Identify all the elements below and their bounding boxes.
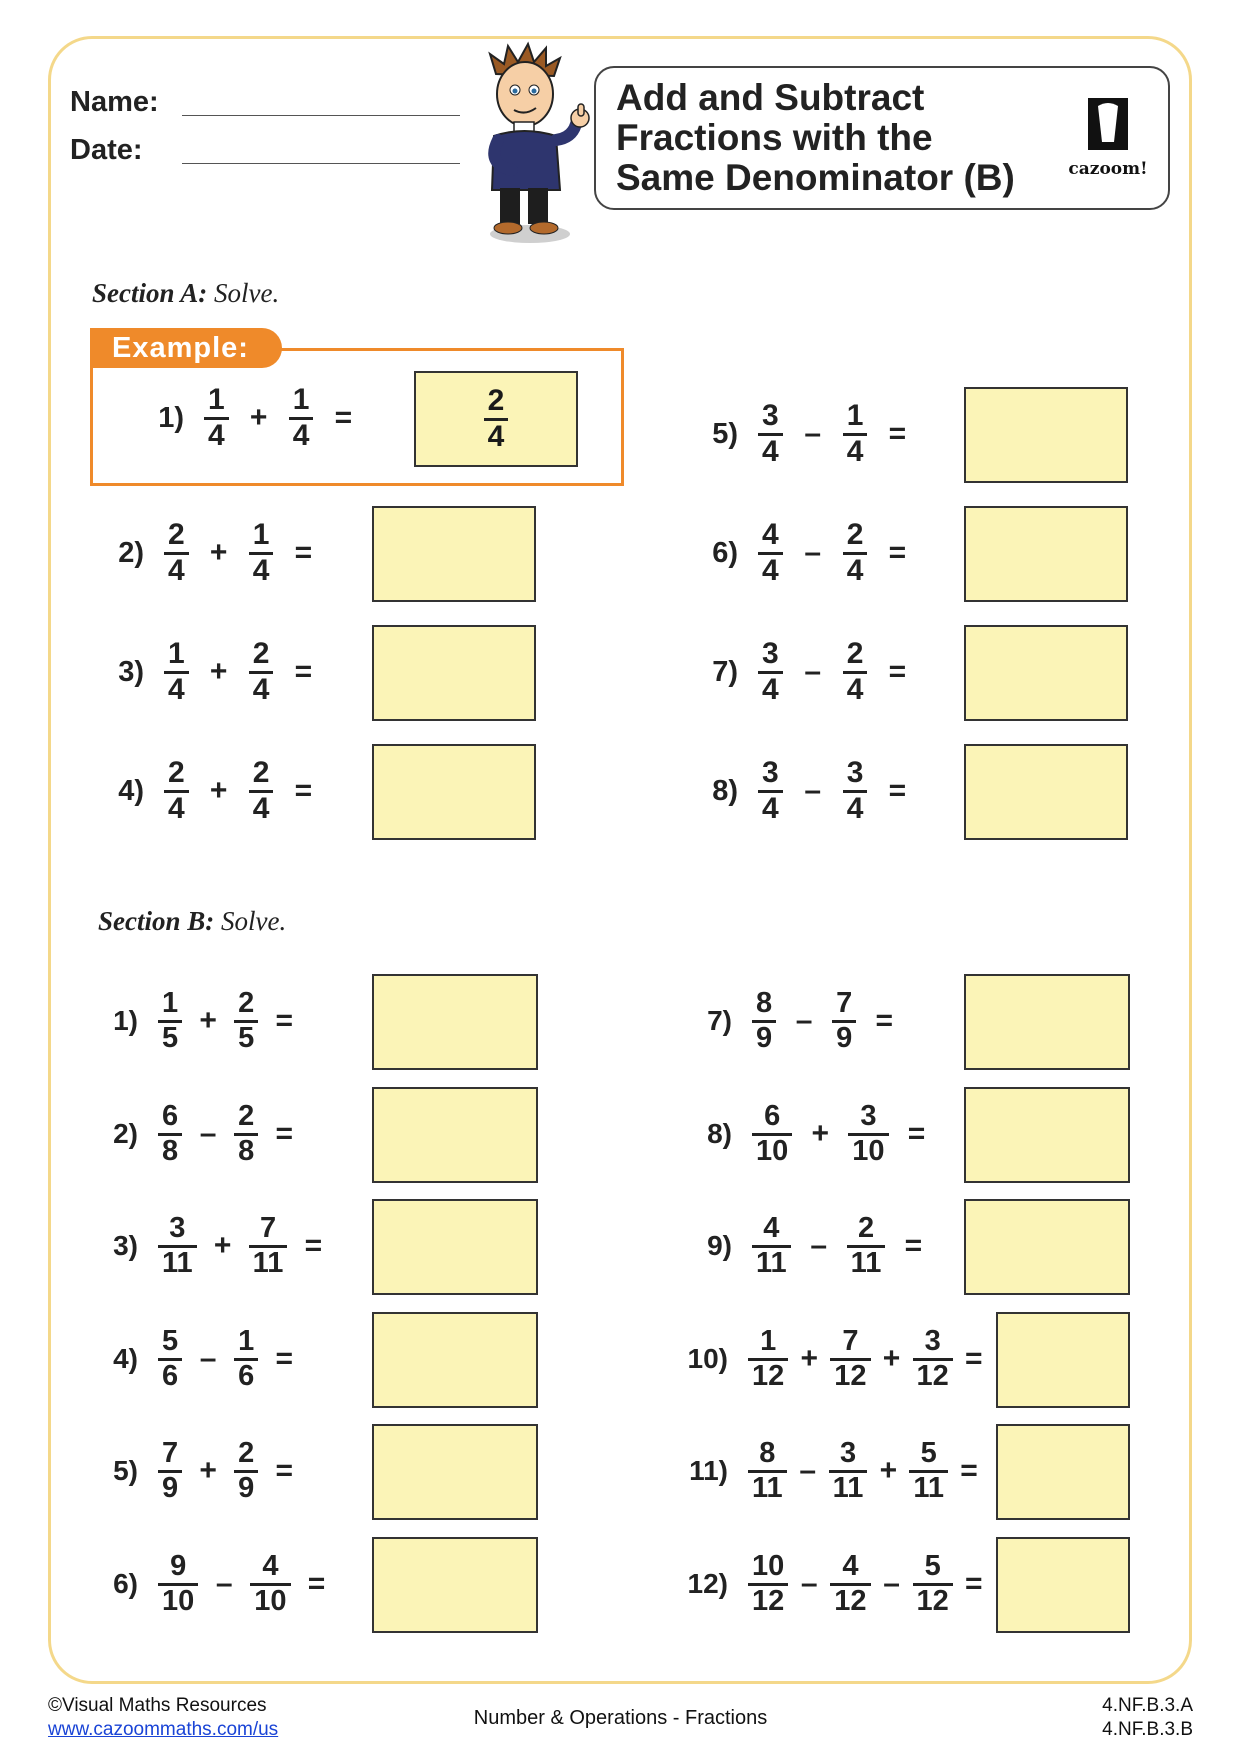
problem xyxy=(666,632,921,712)
fraction xyxy=(913,1326,953,1392)
denominator: 12 xyxy=(916,1359,949,1392)
fraction xyxy=(758,757,783,825)
numerator: 1 xyxy=(238,1325,255,1358)
denominator: 4 xyxy=(846,553,864,587)
denominator: 4 xyxy=(487,419,505,453)
title-box xyxy=(594,66,1170,210)
equals-sign: = xyxy=(294,655,313,688)
problem-number: 6) xyxy=(712,536,738,569)
denominator: 11 xyxy=(913,1471,945,1504)
fraction xyxy=(832,988,856,1054)
fraction xyxy=(484,385,509,453)
answer-box[interactable] xyxy=(996,1424,1130,1520)
denominator: 11 xyxy=(832,1471,864,1504)
fraction xyxy=(748,1438,787,1504)
fraction xyxy=(752,988,776,1054)
numerator: 6 xyxy=(162,1100,179,1133)
problem-number: 4) xyxy=(113,1343,138,1374)
denominator: 4 xyxy=(846,791,864,825)
operator: + xyxy=(209,655,228,688)
numerator: 2 xyxy=(252,637,270,671)
problem-number: 2) xyxy=(113,1118,138,1149)
answer-box[interactable] xyxy=(996,1312,1130,1408)
problem-number: 6) xyxy=(113,1568,138,1599)
denominator: 5 xyxy=(238,1021,255,1054)
denominator: 4 xyxy=(168,672,185,706)
answer-box[interactable] xyxy=(372,1424,538,1520)
fraction xyxy=(913,1551,953,1617)
fraction xyxy=(752,1101,792,1167)
fraction xyxy=(234,1101,258,1167)
name-field[interactable] xyxy=(182,115,460,116)
denominator: 10 xyxy=(254,1584,287,1617)
problem-number: 3) xyxy=(113,1230,138,1261)
equals-sign: = xyxy=(888,774,907,807)
numerator: 2 xyxy=(487,384,505,418)
denominator: 11 xyxy=(850,1246,882,1279)
problem-number: 5) xyxy=(113,1455,138,1486)
numerator: 2 xyxy=(857,1212,875,1245)
answer-box[interactable] xyxy=(372,1312,538,1408)
denominator: 12 xyxy=(834,1359,867,1392)
fraction xyxy=(848,1101,888,1167)
denominator: 6 xyxy=(162,1359,179,1392)
denominator: 6 xyxy=(238,1359,255,1392)
problem xyxy=(650,1319,989,1399)
name-label: Name: xyxy=(70,86,159,118)
fraction xyxy=(234,1438,258,1504)
problem-number: 9) xyxy=(707,1230,732,1261)
answer-box[interactable] xyxy=(414,371,578,467)
problem xyxy=(72,632,327,712)
numerator: 9 xyxy=(170,1550,187,1583)
title-line: Same Denominator (B) xyxy=(616,157,1015,198)
denominator: 12 xyxy=(834,1584,867,1617)
operator: + xyxy=(879,1454,898,1487)
equals-sign: = xyxy=(294,536,313,569)
equals-sign: = xyxy=(965,1342,983,1375)
standard-code: 4.NF.B.3.B xyxy=(1102,1719,1193,1740)
denominator: 9 xyxy=(162,1471,179,1504)
fraction xyxy=(830,1326,870,1392)
numerator: 2 xyxy=(238,987,255,1020)
fraction xyxy=(843,519,868,587)
fraction xyxy=(158,1551,198,1617)
numerator: 8 xyxy=(759,1437,776,1470)
answer-box[interactable] xyxy=(964,1087,1130,1183)
section-a-label: Section A: xyxy=(92,278,208,308)
denominator: 10 xyxy=(756,1134,789,1167)
numerator: 6 xyxy=(764,1100,781,1133)
numerator: 1 xyxy=(760,1325,777,1358)
title-line: Fractions with the xyxy=(616,117,933,158)
denominator: 9 xyxy=(238,1471,255,1504)
operator: + xyxy=(811,1117,830,1150)
operator: – xyxy=(883,1567,900,1600)
answer-box[interactable] xyxy=(372,974,538,1070)
fraction xyxy=(164,638,189,706)
fraction xyxy=(164,519,189,587)
section-a-title xyxy=(92,278,279,309)
numerator: 1 xyxy=(292,383,310,417)
numerator: 1 xyxy=(846,399,864,433)
problem-number: 3) xyxy=(118,655,144,688)
example-label: Example: xyxy=(90,328,282,368)
denominator: 12 xyxy=(916,1584,949,1617)
operator: – xyxy=(804,774,822,807)
problem xyxy=(72,751,327,831)
equals-sign: = xyxy=(960,1454,978,1487)
problem xyxy=(72,513,327,593)
worksheet-title xyxy=(616,78,1036,198)
denominator: 4 xyxy=(762,672,779,706)
problem-number: 1) xyxy=(158,401,184,434)
numerator: 2 xyxy=(168,756,185,790)
numerator: 5 xyxy=(920,1437,937,1470)
denominator: 11 xyxy=(752,1471,783,1504)
denominator: 11 xyxy=(756,1246,787,1279)
equals-sign: = xyxy=(888,655,907,688)
answer-box[interactable] xyxy=(964,625,1128,721)
numerator: 3 xyxy=(762,399,779,433)
operator: + xyxy=(882,1342,901,1375)
fraction xyxy=(204,384,229,452)
numerator: 7 xyxy=(162,1437,179,1470)
denominator: 11 xyxy=(252,1246,284,1279)
numerator: 1 xyxy=(208,383,225,417)
fraction xyxy=(249,757,274,825)
fraction xyxy=(843,400,868,468)
fraction xyxy=(164,757,189,825)
answer-box[interactable] xyxy=(372,1087,538,1183)
cazoom-logo-icon xyxy=(1086,96,1130,152)
denominator: 12 xyxy=(752,1359,785,1392)
denominator: 4 xyxy=(168,791,185,825)
problem-number: 4) xyxy=(118,774,144,807)
equals-sign: = xyxy=(294,774,313,807)
denominator: 8 xyxy=(238,1134,255,1167)
problem xyxy=(72,981,304,1061)
operator: + xyxy=(199,1004,217,1037)
cazoom-logo xyxy=(1064,96,1152,179)
numerator: 4 xyxy=(762,518,779,552)
fraction xyxy=(289,384,314,452)
fraction xyxy=(234,1326,258,1392)
problem xyxy=(72,1431,304,1511)
footer-topic: Number & Operations - Fractions xyxy=(473,1707,768,1729)
problem xyxy=(666,751,921,831)
fraction xyxy=(250,1551,290,1617)
numerator: 3 xyxy=(762,637,779,671)
numerator: 3 xyxy=(924,1325,941,1358)
equals-sign: = xyxy=(334,401,353,434)
fraction xyxy=(758,519,783,587)
denominator: 4 xyxy=(846,672,864,706)
answer-box[interactable] xyxy=(372,744,536,840)
equals-sign: = xyxy=(275,1117,294,1150)
answer-box[interactable] xyxy=(964,506,1128,602)
fraction xyxy=(748,1326,788,1392)
denominator: 8 xyxy=(162,1134,179,1167)
website-link[interactable]: www.cazoommaths.com/us xyxy=(48,1719,279,1740)
fraction xyxy=(249,638,274,706)
denominator: 4 xyxy=(762,791,779,825)
problem-number: 7) xyxy=(707,1005,732,1036)
operator: + xyxy=(209,536,228,569)
numerator: 3 xyxy=(762,756,779,790)
numerator: 3 xyxy=(839,1437,857,1470)
numerator: 2 xyxy=(168,518,185,552)
problem-number: 10) xyxy=(687,1343,728,1374)
numerator: 5 xyxy=(924,1550,941,1583)
problem-number: 12) xyxy=(687,1568,728,1599)
numerator: 2 xyxy=(238,1100,255,1133)
denominator: 4 xyxy=(208,418,225,452)
fraction xyxy=(758,400,783,468)
problem xyxy=(666,981,906,1061)
equals-sign: = xyxy=(888,536,907,569)
denominator: 4 xyxy=(168,553,185,587)
problem xyxy=(72,1094,304,1174)
problem xyxy=(666,1094,939,1174)
fraction xyxy=(158,1326,182,1392)
example-answer xyxy=(416,373,576,465)
problem xyxy=(72,1544,337,1624)
operator: – xyxy=(215,1567,233,1600)
numerator: 4 xyxy=(262,1550,279,1583)
numerator: 8 xyxy=(756,987,773,1020)
denominator: 11 xyxy=(162,1246,193,1279)
date-field[interactable] xyxy=(182,163,460,164)
operator: + xyxy=(209,774,228,807)
problem-number: 5) xyxy=(712,417,738,450)
denominator: 4 xyxy=(252,672,270,706)
numerator: 1 xyxy=(168,637,185,671)
operator: – xyxy=(804,417,822,450)
answer-box[interactable] xyxy=(964,387,1128,483)
answer-box[interactable] xyxy=(372,1199,538,1295)
problem xyxy=(72,1319,304,1399)
fraction xyxy=(748,1551,788,1617)
fraction xyxy=(752,1213,791,1279)
standard-code: 4.NF.B.3.A xyxy=(1102,1695,1193,1716)
numerator: 10 xyxy=(752,1550,785,1583)
denominator: 4 xyxy=(846,434,864,468)
fraction xyxy=(847,1213,886,1279)
denominator: 4 xyxy=(252,553,270,587)
operator: – xyxy=(795,1004,813,1037)
fraction xyxy=(829,1438,868,1504)
problem xyxy=(650,1431,984,1511)
numerator: 2 xyxy=(846,518,864,552)
answer-box[interactable] xyxy=(964,744,1128,840)
numerator: 3 xyxy=(860,1100,877,1133)
equals-sign: = xyxy=(275,1454,294,1487)
equals-sign: = xyxy=(304,1229,323,1262)
numerator: 3 xyxy=(169,1212,186,1245)
answer-box[interactable] xyxy=(372,625,536,721)
answer-box[interactable] xyxy=(372,1537,538,1633)
fraction xyxy=(249,519,274,587)
denominator: 4 xyxy=(762,434,779,468)
section-b-instruction: Solve. xyxy=(214,906,287,936)
fraction xyxy=(158,1213,197,1279)
fraction xyxy=(830,1551,870,1617)
logo-text: cazoom! xyxy=(1068,159,1148,179)
problem xyxy=(118,378,367,458)
denominator: 4 xyxy=(762,553,779,587)
footer-standards xyxy=(1102,1694,1193,1742)
numerator: 2 xyxy=(846,637,864,671)
denominator: 12 xyxy=(752,1584,785,1617)
problem-number: 11) xyxy=(689,1455,728,1486)
problem xyxy=(666,394,921,474)
fraction xyxy=(843,757,868,825)
fraction xyxy=(158,988,182,1054)
problem-number: 8) xyxy=(707,1118,732,1149)
operator: + xyxy=(249,401,268,434)
numerator: 2 xyxy=(252,756,270,790)
numerator: 3 xyxy=(846,756,864,790)
equals-sign: = xyxy=(275,1004,294,1037)
equals-sign: = xyxy=(307,1567,326,1600)
equals-sign: = xyxy=(965,1567,983,1600)
problem xyxy=(666,1206,935,1286)
numerator: 7 xyxy=(836,987,853,1020)
numerator: 4 xyxy=(842,1550,859,1583)
equals-sign: = xyxy=(275,1342,294,1375)
problem-number: 7) xyxy=(712,655,738,688)
operator: – xyxy=(810,1229,828,1262)
section-a-instruction: Solve. xyxy=(207,278,280,308)
operator: – xyxy=(199,1342,217,1375)
operator: – xyxy=(199,1117,217,1150)
fraction xyxy=(234,988,258,1054)
problem-number: 8) xyxy=(712,774,738,807)
fraction xyxy=(758,638,783,706)
answer-box[interactable] xyxy=(964,974,1130,1070)
operator: – xyxy=(804,536,822,569)
fraction xyxy=(158,1101,182,1167)
title-line: Add and Subtract xyxy=(616,77,925,118)
fraction xyxy=(909,1438,948,1504)
denominator: 9 xyxy=(836,1021,853,1054)
fraction xyxy=(249,1213,288,1279)
operator: + xyxy=(213,1229,232,1262)
numerator: 7 xyxy=(842,1325,859,1358)
fraction xyxy=(843,638,868,706)
section-b-label: Section B: xyxy=(98,906,215,936)
answer-box[interactable] xyxy=(996,1537,1130,1633)
denominator: 4 xyxy=(292,418,310,452)
denominator: 5 xyxy=(162,1021,179,1054)
operator: – xyxy=(800,1567,818,1600)
numerator: 7 xyxy=(259,1212,277,1245)
equals-sign: = xyxy=(875,1004,894,1037)
denominator: 10 xyxy=(852,1134,885,1167)
denominator: 4 xyxy=(252,791,270,825)
denominator: 10 xyxy=(162,1584,195,1617)
operator: + xyxy=(800,1342,819,1375)
numerator: 5 xyxy=(162,1325,179,1358)
numerator: 1 xyxy=(252,518,270,552)
numerator: 1 xyxy=(162,987,179,1020)
fraction xyxy=(158,1438,182,1504)
copyright: ©Visual Maths Resources xyxy=(48,1695,267,1716)
problem xyxy=(72,1206,333,1286)
operator: + xyxy=(199,1454,217,1487)
answer-box[interactable] xyxy=(964,1199,1130,1295)
problem-number: 1) xyxy=(113,1005,138,1036)
problem xyxy=(666,513,921,593)
numerator: 2 xyxy=(238,1437,255,1470)
equals-sign: = xyxy=(888,417,907,450)
equals-sign: = xyxy=(904,1229,923,1262)
equals-sign: = xyxy=(907,1117,926,1150)
mascot-icon xyxy=(468,40,598,250)
date-label: Date: xyxy=(70,134,143,166)
problem-number: 2) xyxy=(118,536,144,569)
denominator: 9 xyxy=(756,1021,773,1054)
answer-box[interactable] xyxy=(372,506,536,602)
section-b-title xyxy=(98,906,286,937)
operator: – xyxy=(799,1454,817,1487)
operator: – xyxy=(804,655,822,688)
numerator: 4 xyxy=(763,1212,780,1245)
problem xyxy=(650,1544,989,1624)
